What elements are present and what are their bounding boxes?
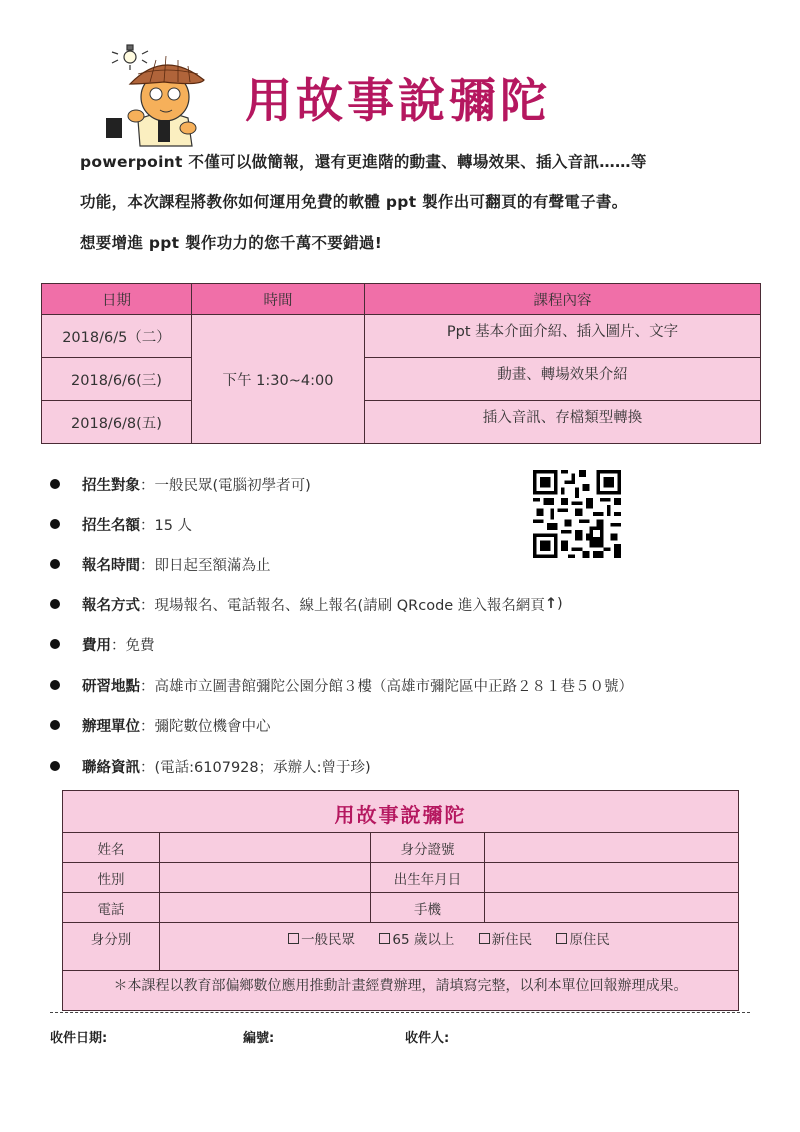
identity-type-options [160, 923, 739, 971]
checkbox-icon[interactable] [556, 933, 567, 944]
detail-item-organizer [50, 714, 271, 736]
bullet-icon [50, 479, 60, 489]
mobile-label: 手機 [371, 893, 485, 923]
bullet-icon [50, 720, 60, 730]
intro-text-line-1: powerpoint 不僅可以做簡報，還有更進階的動畫、轉場效果、插入音訊……等 [80, 153, 647, 171]
bullet-icon [50, 599, 60, 609]
gender-field[interactable] [160, 863, 371, 893]
column-header-time: 時間 [192, 284, 365, 315]
detail-item-target [50, 473, 311, 495]
birthdate-label: 出生年月日 [371, 863, 485, 893]
detail-item-contact [50, 755, 371, 777]
detail-key: 報名方式 [82, 597, 140, 614]
detail-key: 報名時間 [82, 557, 140, 574]
schedule-table [41, 283, 761, 444]
cell-date: 2018/6/5（二） [42, 315, 192, 358]
form-title: 用故事說彌陀 [63, 791, 739, 833]
funding-note: ＊本課程以教育部偏鄉數位應用推動計畫經費辦理，請填寫完整，以利本單位回報辦理成果。 [63, 971, 739, 1011]
checkbox-icon[interactable] [379, 933, 390, 944]
intro-text-line-3: 想要增進 ppt 製作功力的您千萬不要錯過! [80, 234, 383, 252]
option-new-resident[interactable]: 新住民 [479, 932, 533, 948]
detail-item-location [50, 674, 633, 696]
checkbox-icon[interactable] [288, 933, 299, 944]
bullet-icon [50, 519, 60, 529]
detail-value: ：一般民眾(電腦初學者可) [140, 477, 311, 494]
cell-content: 動畫、轉場效果介紹 [365, 358, 761, 401]
column-header-date: 日期 [42, 284, 192, 315]
phone-label: 電話 [63, 893, 160, 923]
receipt-date-label: 收件日期: [50, 1031, 108, 1046]
mascot-illustration [100, 42, 225, 148]
cell-time: 下午 1:30~4:00 [192, 315, 365, 444]
detail-key: 招生對象 [82, 477, 140, 494]
cell-date: 2018/6/6(三) [42, 358, 192, 401]
bullet-icon [50, 761, 60, 771]
option-general-public[interactable]: 一般民眾 [288, 932, 355, 948]
detail-key: 費用 [82, 637, 111, 654]
detail-item-registration-period [50, 553, 271, 575]
detail-key: 招生名額 [82, 517, 140, 534]
cell-date: 2018/6/8(五) [42, 401, 192, 444]
detail-value: ：彌陀數位機會中心 [140, 718, 271, 735]
intro-text-line-2: 功能，本次課程將教你如何運用免費的軟體 ppt 製作出可翻頁的有聲電子書。 [80, 193, 628, 211]
bullet-icon [50, 639, 60, 649]
detail-item-registration-method [50, 593, 563, 615]
bullet-icon [50, 680, 60, 690]
option-indigenous[interactable]: 原住民 [556, 932, 610, 948]
detail-value: ：免費 [111, 637, 155, 654]
name-field[interactable] [160, 833, 371, 863]
table-row [42, 315, 761, 358]
identity-type-label: 身分別 [63, 923, 160, 971]
cell-content: 插入音訊、存檔類型轉換 [365, 401, 761, 444]
table-row [42, 358, 761, 401]
cut-line-divider [50, 1012, 750, 1013]
name-label: 姓名 [63, 833, 160, 863]
page-title: 用故事說彌陀 [245, 74, 551, 129]
detail-key: 辦理單位 [82, 718, 140, 735]
receipt-receiver-label: 收件人: [405, 1031, 450, 1046]
arrow-up-icon: ↑ [544, 596, 557, 612]
cell-content: Ppt 基本介面介紹、插入圖片、文字 [365, 315, 761, 358]
phone-field[interactable] [160, 893, 371, 923]
mobile-field[interactable] [485, 893, 739, 923]
detail-value: ：即日起至額滿為止 [140, 557, 271, 574]
birthdate-field[interactable] [485, 863, 739, 893]
table-row [42, 401, 761, 444]
column-header-content: 課程內容 [365, 284, 761, 315]
registration-form [62, 790, 739, 1011]
detail-value: ：15 人 [140, 517, 193, 534]
gender-label: 性別 [63, 863, 160, 893]
detail-key: 研習地點 [82, 678, 140, 695]
qr-code-icon[interactable] [533, 470, 621, 558]
detail-value: ：現場報名、電話報名、線上報名(請刷 QRcode 進入報名網頁 [140, 597, 545, 614]
id-number-field[interactable] [485, 833, 739, 863]
detail-item-quota [50, 513, 192, 535]
receipt-number-label: 編號: [243, 1031, 275, 1046]
detail-item-fee [50, 633, 155, 655]
checkbox-icon[interactable] [479, 933, 490, 944]
detail-value: ：高雄市立圖書館彌陀公園分館３樓（高雄市彌陀區中正路２８１巷５０號） [140, 678, 633, 695]
detail-key: 聯絡資訊 [82, 759, 140, 776]
schedule-header-row [42, 284, 761, 315]
detail-suffix: ) [557, 596, 563, 612]
option-65-plus[interactable]: 65 歲以上 [379, 932, 454, 948]
detail-value: ：(電話:6107928；承辦人:曾于珍) [140, 759, 371, 776]
id-number-label: 身分證號 [371, 833, 485, 863]
bullet-icon [50, 559, 60, 569]
